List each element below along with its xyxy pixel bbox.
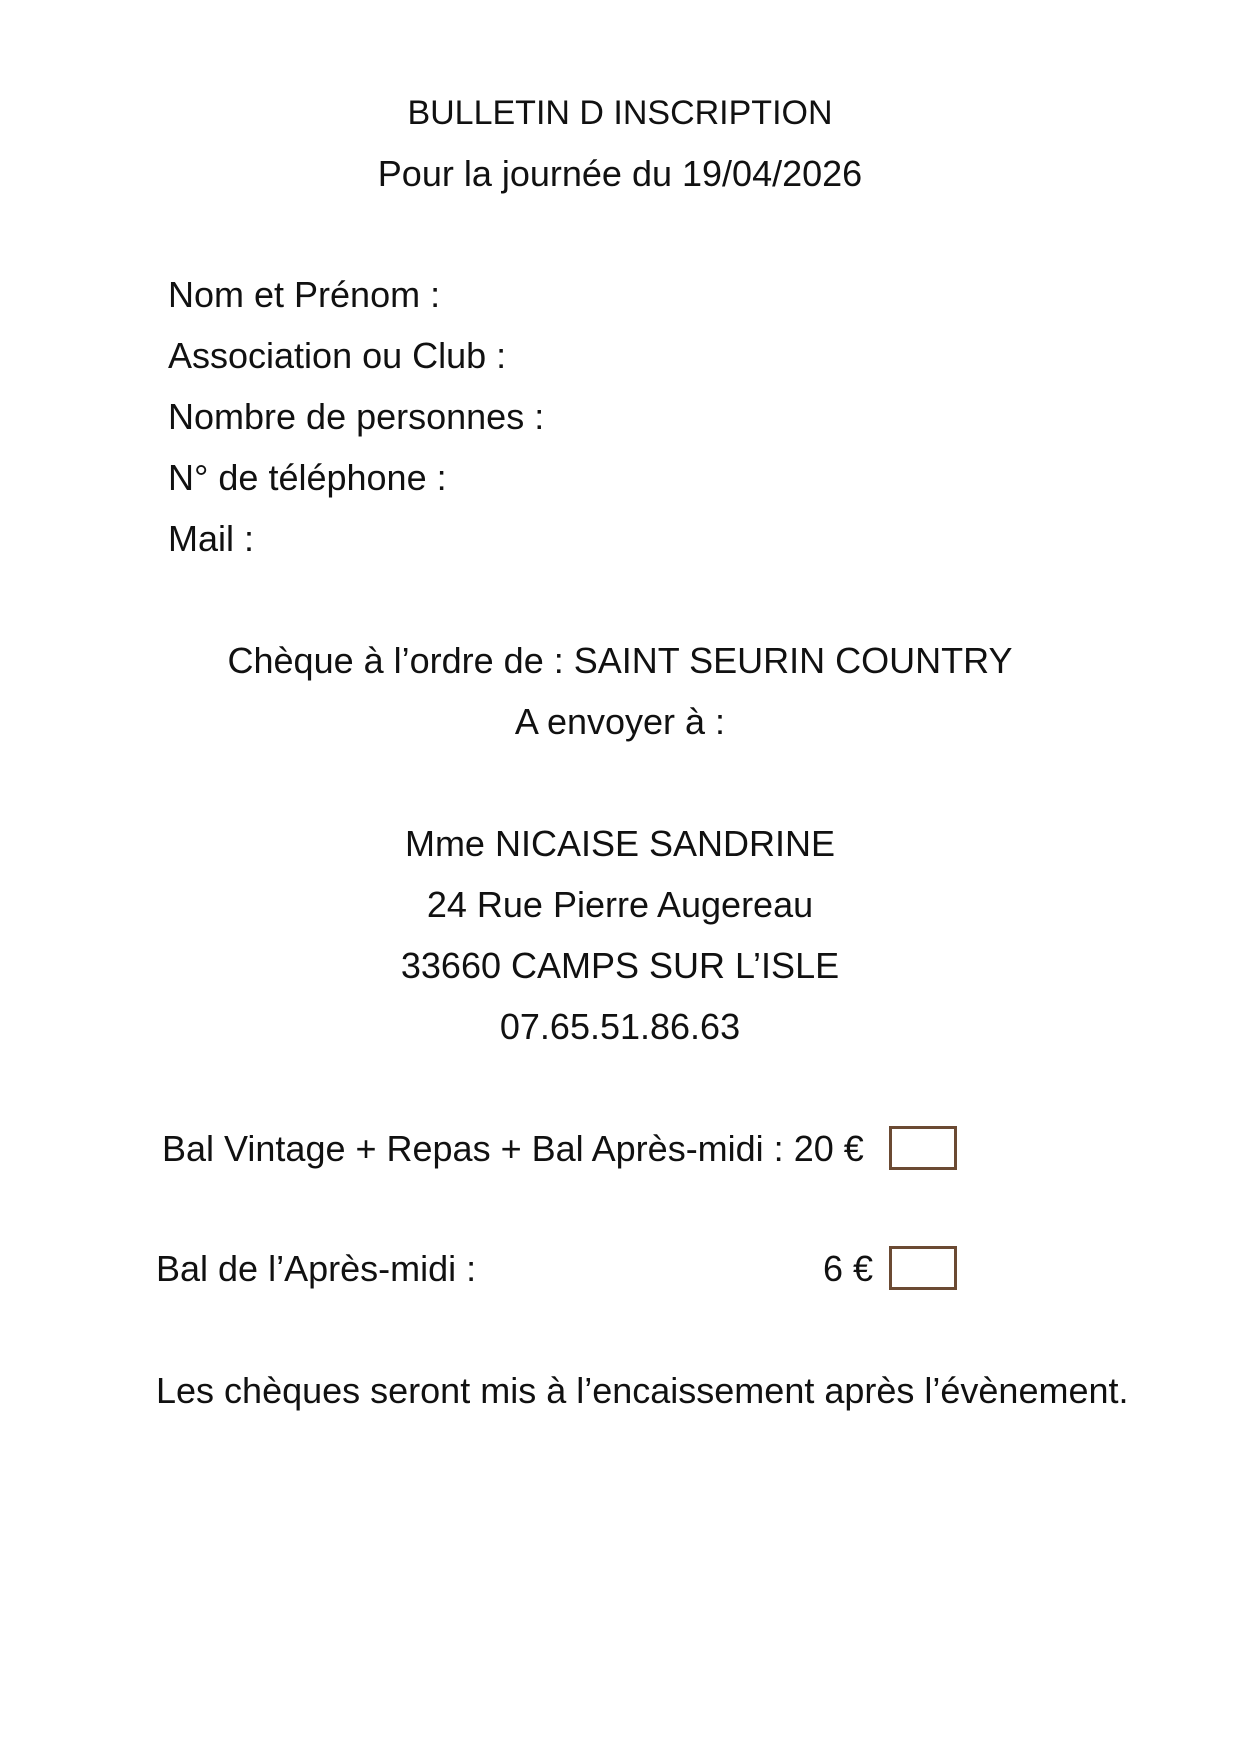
document-title: BULLETIN D INSCRIPTION (407, 94, 833, 132)
recipient-name: Mme NICAISE SANDRINE (404, 823, 836, 864)
recipient-city: 33660 CAMPS SUR L’ISLE (400, 945, 840, 986)
field-mail-label: Mail : (168, 518, 255, 559)
recipient-street: 24 Rue Pierre Augereau (426, 884, 814, 925)
option-full-day-checkbox[interactable] (889, 1126, 957, 1170)
cheque-order-text: Chèque à l’ordre de : SAINT SEURIN COUNTRY (227, 640, 1013, 681)
option-full-day-label: Bal Vintage + Repas + Bal Après-midi : 20 € (162, 1128, 864, 1169)
cheque-cashing-note: Les chèques seront mis à l’encaissement après l’évènement. (156, 1370, 1129, 1411)
option-afternoon-checkbox[interactable] (889, 1246, 957, 1290)
option-afternoon-label: Bal de l’Après-midi : (156, 1248, 477, 1289)
recipient-phone: 07.65.51.86.63 (499, 1006, 741, 1047)
field-association-label: Association ou Club : (168, 335, 507, 376)
option-afternoon-price: 6 € (823, 1248, 874, 1289)
field-name-label: Nom et Prénom : (168, 274, 441, 315)
field-people-count-label: Nombre de personnes : (168, 396, 545, 437)
event-date-subtitle: Pour la journée du 19/04/2026 (377, 153, 863, 194)
field-phone-label: N° de téléphone : (168, 457, 447, 498)
send-to-text: A envoyer à : (514, 701, 726, 742)
